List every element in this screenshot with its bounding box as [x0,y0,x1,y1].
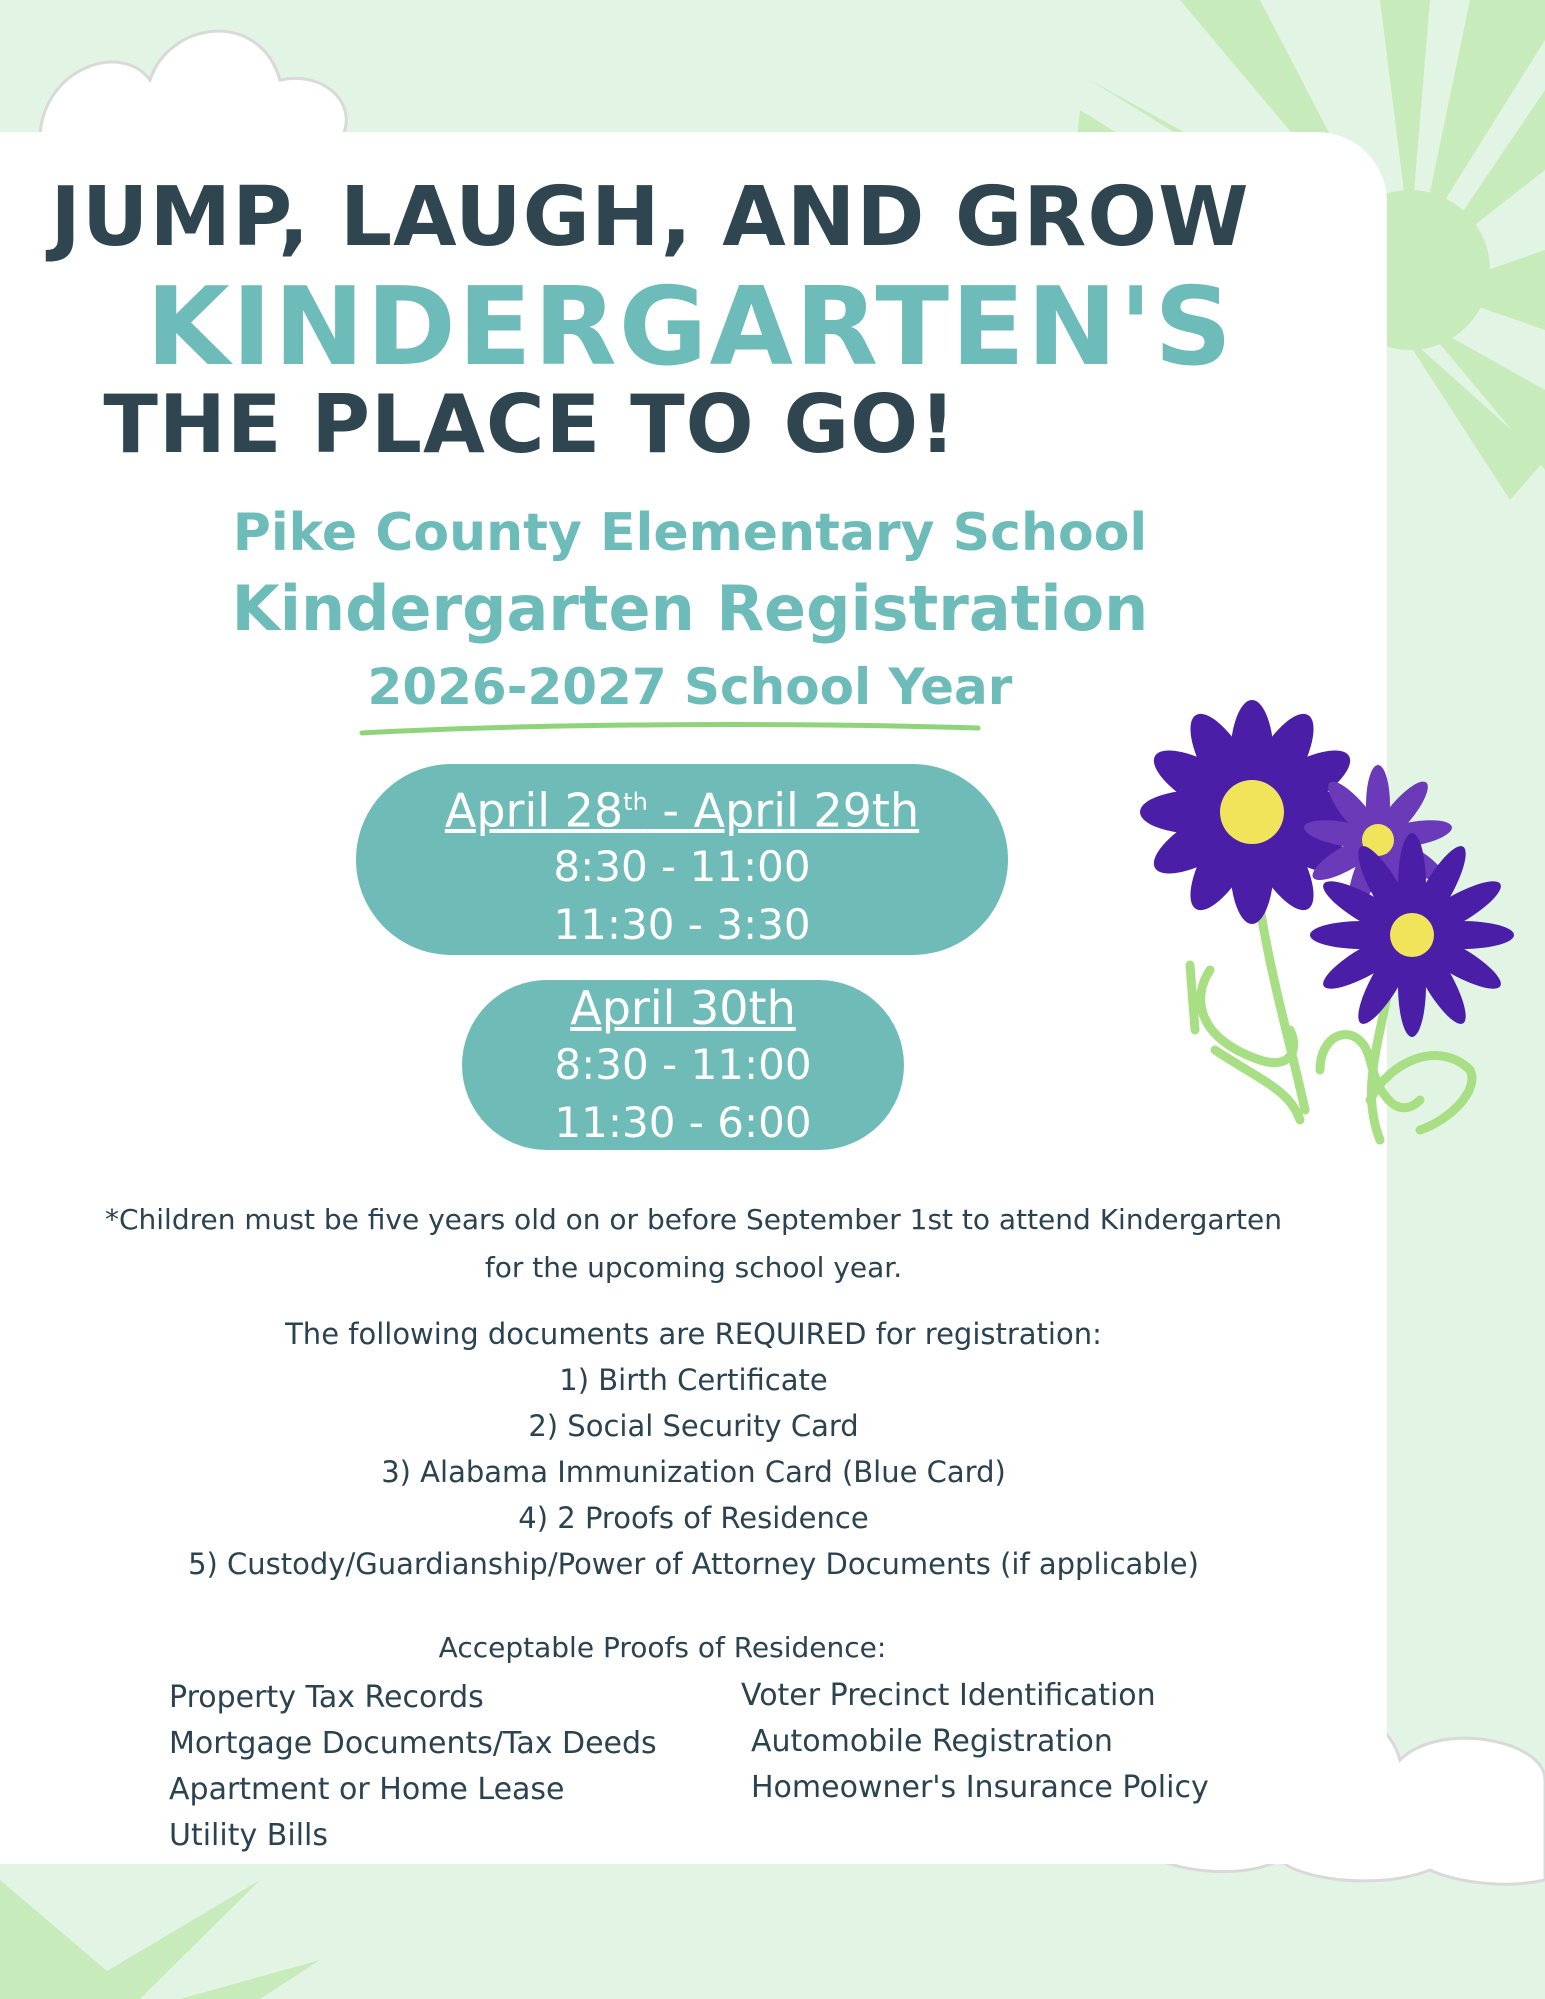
headline-line-2: KINDERGARTEN'S [145,265,1235,390]
list-item: 4) 2 Proofs of Residence [518,1501,869,1535]
session-2-time-1: 8:30 - 11:00 [554,1040,812,1089]
age-note-line-2: for the upcoming school year. [484,1251,903,1284]
proofs-right-column [741,1673,1209,1811]
headline-line-3: THE PLACE TO GO! [103,378,957,471]
school-year: 2026-2027 School Year [367,658,1013,716]
proofs-left-column [169,1675,657,1859]
headline-line-1: JUMP, LAUGH, AND GROW [50,170,1250,265]
list-item: 1) Birth Certificate [559,1363,828,1397]
list-item: Property Tax Records [169,1680,484,1715]
required-docs-intro: The following documents are REQUIRED for registration: [285,1317,1102,1351]
school-name: Pike County Elementary School [232,503,1148,563]
age-note-line-1: *Children must be five years old on or before September 1st to attend Kindergarten [104,1203,1282,1236]
list-item: Mortgage Documents/Tax Deeds [169,1726,657,1761]
session-1-date-sup: th [623,788,648,816]
list-item: 3) Alabama Immunization Card (Blue Card) [381,1455,1006,1489]
event-title: Kindergarten Registration [231,572,1149,645]
proofs-title: Acceptable Proofs of Residence: [438,1631,887,1664]
list-item: Homeowner's Insurance Policy [751,1770,1209,1805]
list-item: 5) Custody/Guardianship/Power of Attorney Documents (if applicable) [188,1547,1199,1581]
list-item: Automobile Registration [751,1724,1113,1759]
session-2-date: April 30th [570,981,796,1035]
session-pill-1 [356,764,1008,955]
required-documents [0,1311,1387,1587]
session-1-date-main: April 28 [444,783,624,838]
age-requirement-note [0,1196,1387,1292]
list-item: Utility Bills [169,1818,328,1853]
session-1-time-2: 11:30 - 3:30 [553,900,811,950]
list-item: Apartment or Home Lease [169,1772,565,1807]
session-1-time-1: 8:30 - 11:00 [553,842,811,892]
session-1-date-rest: - April 29th [647,783,920,838]
session-2-time-2: 11:30 - 6:00 [554,1098,812,1147]
session-1-date [356,774,1008,838]
list-item: 2) Social Security Card [528,1409,859,1443]
list-item: Voter Precinct Identification [741,1678,1156,1713]
session-pill-2 [462,980,904,1150]
